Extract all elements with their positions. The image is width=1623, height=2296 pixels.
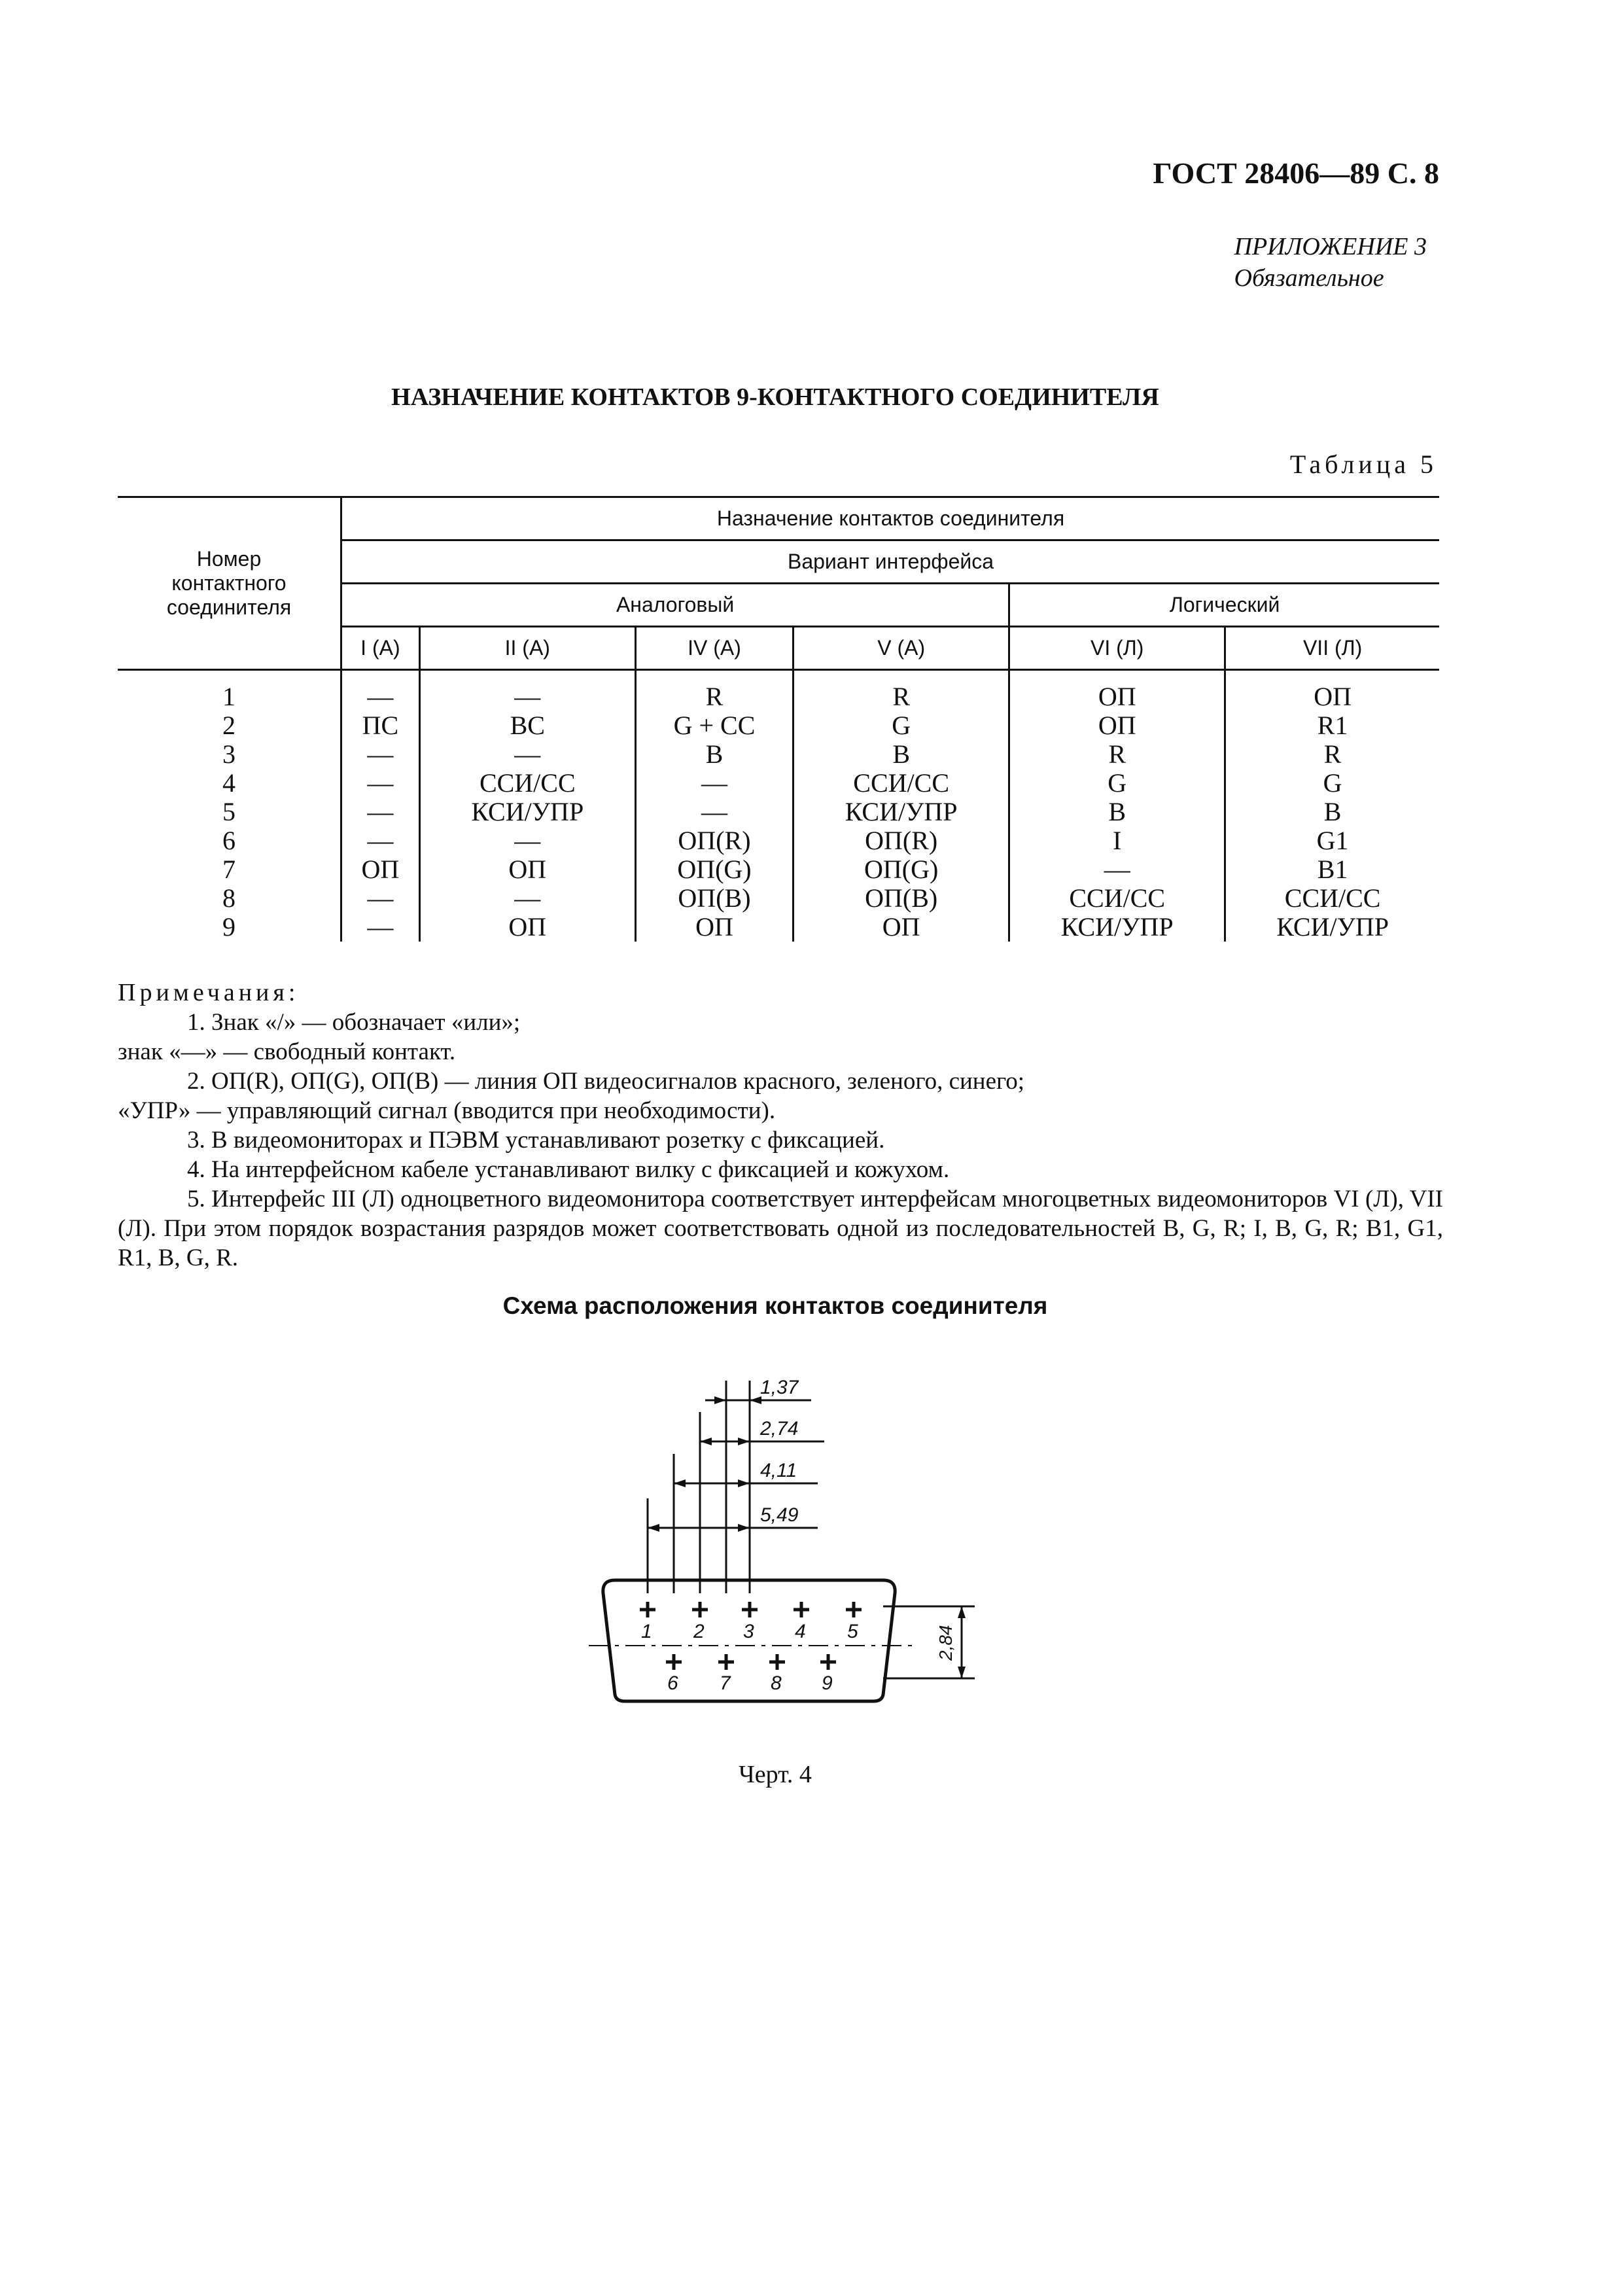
pin-number-cell: 7 — [222, 855, 236, 884]
pin-assignment-cell: G — [1009, 769, 1225, 798]
header-assignment: Назначение контактов соединителя — [341, 497, 1440, 540]
pin-number-cell: 8 — [222, 883, 236, 913]
pin-assignment-table — [118, 496, 1439, 942]
figure-caption: Черт. 4 — [739, 1761, 812, 1788]
table-row — [118, 798, 1439, 826]
col-header: VI (Л) — [1009, 627, 1225, 670]
group-analog: Аналоговый — [341, 584, 1009, 627]
pin-assignment-cell: ССИ/СС — [794, 769, 1009, 798]
pin-assignment-cell: ОП(B) — [635, 884, 793, 913]
dim-label: 5,49 — [760, 1504, 799, 1526]
table-row — [118, 826, 1439, 855]
pin-assignment-cell: — — [341, 769, 420, 798]
pin-number-cell: 4 — [222, 768, 236, 798]
pin-label: 6 — [667, 1672, 678, 1694]
pin-assignment-cell: ВС — [419, 711, 635, 740]
table-row — [118, 884, 1439, 913]
table-row — [118, 769, 1439, 798]
pin-label: 8 — [771, 1672, 782, 1694]
pin-number-cell: 2 — [222, 711, 236, 740]
pin-assignment-cell: — — [635, 769, 793, 798]
pin-assignment-cell: I — [1009, 826, 1225, 855]
notes-lead: Примечания: — [118, 979, 300, 1006]
pin-label: 3 — [743, 1621, 754, 1642]
pin-assignment-cell: — — [341, 670, 420, 712]
pin-assignment-cell: B — [794, 740, 1009, 769]
col-header: VII (Л) — [1225, 627, 1439, 670]
pin-assignment-cell: — — [341, 826, 420, 855]
pin-assignment-cell: ОП — [635, 913, 793, 942]
pin-assignment-cell: G1 — [1225, 826, 1439, 855]
pin-assignment-cell: — — [341, 913, 420, 942]
pin-assignment-cell: — — [419, 884, 635, 913]
dim-label: 2,74 — [760, 1418, 799, 1439]
height-dim-label: 2,84 — [935, 1625, 956, 1661]
schema-title: Схема расположения контактов соединителя — [502, 1292, 1048, 1319]
pin-assignment-cell: — — [419, 826, 635, 855]
pin-assignment-cell: ПС — [341, 711, 420, 740]
pin-assignment-cell: B — [635, 740, 793, 769]
pin-label: 7 — [720, 1672, 731, 1694]
pin-assignment-cell: R — [1225, 740, 1439, 769]
pin-assignment-cell: ОП — [1225, 670, 1439, 712]
document-header: ГОСТ 28406—89 С. 8 — [1153, 156, 1439, 190]
pin-assignment-cell: ОП(R) — [635, 826, 793, 855]
col-header: IV (А) — [635, 627, 793, 670]
pin-assignment-cell: КСИ/УПР — [1009, 913, 1225, 942]
pin-assignment-cell: ОП — [341, 855, 420, 884]
pin-assignment-cell: — — [341, 884, 420, 913]
connector-diagram — [576, 1348, 1047, 1731]
pin-assignment-cell: — — [341, 798, 420, 826]
pin-assignment-cell: ОП — [1009, 711, 1225, 740]
pin-assignment-cell: ССИ/СС — [1009, 884, 1225, 913]
pin-number-cell: 1 — [222, 682, 236, 711]
col-header-number: Номер контактного соединителя — [118, 497, 341, 670]
note-line: знак «—» — свободный контакт. — [118, 1038, 456, 1065]
pin-assignment-cell: ОП — [419, 855, 635, 884]
col-header: V (А) — [794, 627, 1009, 670]
pin-assignment-cell: — — [635, 798, 793, 826]
pin-assignment-cell: G — [1225, 769, 1439, 798]
col-header: I (А) — [341, 627, 420, 670]
pin-assignment-cell: ОП(G) — [635, 855, 793, 884]
table-row — [118, 670, 1439, 712]
pin-assignment-cell: ОП — [794, 913, 1009, 942]
note-line: 2. ОП(R), ОП(G), ОП(B) — линия ОП видеосигналов красного, зеленого, синего; — [187, 1068, 1025, 1095]
pin-assignment-cell: R — [1009, 740, 1225, 769]
pin-assignment-cell: — — [341, 740, 420, 769]
pin-label: 1 — [641, 1621, 652, 1642]
pin-assignment-cell: ОП(B) — [794, 884, 1009, 913]
note-line: 5. Интерфейс III (Л) одноцветного видеомонитора соответствует интерфейсам многоцветных видеомониторов VI (Л), VII (Л). При этом порядок возрастания разрядов может соответствовать одной из последовательностей B, G, R; I, B, G, R; B1, G1, R1, B, G, R. — [118, 1186, 1443, 1271]
pin-label: 4 — [795, 1621, 806, 1642]
table-row — [118, 740, 1439, 769]
appendix-title: ПРИЛОЖЕНИЕ 3 — [1234, 233, 1427, 260]
dim-label: 1,37 — [760, 1377, 799, 1398]
pin-assignment-cell: R — [635, 670, 793, 712]
pin-assignment-cell: B — [1225, 798, 1439, 826]
pin-number-cell: 6 — [222, 826, 236, 855]
pin-assignment-cell: B1 — [1225, 855, 1439, 884]
appendix-block — [1234, 231, 1427, 294]
col-header: II (А) — [419, 627, 635, 670]
note-line: 1. Знак «/» — обозначает «или»; — [187, 1009, 521, 1036]
pin-assignment-cell: R — [794, 670, 1009, 712]
pin-number-cell: 9 — [222, 912, 236, 942]
group-logic: Логический — [1009, 584, 1439, 627]
pin-assignment-cell: ОП — [419, 913, 635, 942]
pin-assignment-cell: G — [794, 711, 1009, 740]
pin-label: 2 — [693, 1621, 705, 1642]
header-variant: Вариант интерфейса — [341, 540, 1440, 584]
pin-assignment-cell: КСИ/УПР — [794, 798, 1009, 826]
pin-assignment-cell: — — [419, 740, 635, 769]
pin-assignment-cell: B — [1009, 798, 1225, 826]
pin-assignment-cell: ССИ/СС — [1225, 884, 1439, 913]
dimension-lines — [648, 1381, 824, 1593]
pin-assignment-cell: ССИ/СС — [419, 769, 635, 798]
pin-assignment-cell: R1 — [1225, 711, 1439, 740]
note-line: 4. На интерфейсном кабеле устанавливают вилку с фиксацией и кожухом. — [187, 1156, 950, 1183]
notes-block — [118, 978, 1443, 1273]
pin-assignment-cell: КСИ/УПР — [419, 798, 635, 826]
appendix-status: Обязательное — [1234, 264, 1384, 292]
table-row — [118, 711, 1439, 740]
pin-assignment-cell: — — [1009, 855, 1225, 884]
table-label: Таблица 5 — [1289, 450, 1437, 479]
pin-label: 5 — [847, 1621, 858, 1642]
note-line: 3. В видеомониторах и ПЭВМ устанавливают розетку с фиксацией. — [187, 1127, 885, 1154]
dim-label: 4,11 — [760, 1460, 797, 1481]
section-title: НАЗНАЧЕНИЕ КОНТАКТОВ 9-КОНТАКТНОГО СОЕДИНИТЕЛЯ — [391, 383, 1159, 411]
pin-assignment-cell: G + СС — [635, 711, 793, 740]
pin-number-cell: 3 — [222, 739, 236, 769]
pin-assignment-cell: ОП(G) — [794, 855, 1009, 884]
pin-number-cell: 5 — [222, 797, 236, 826]
pin-label: 9 — [822, 1672, 833, 1694]
pin-assignment-cell: ОП — [1009, 670, 1225, 712]
pin-assignment-cell: КСИ/УПР — [1225, 913, 1439, 942]
pin-assignment-cell: ОП(R) — [794, 826, 1009, 855]
table-row — [118, 913, 1439, 942]
pin-assignment-cell: — — [419, 670, 635, 712]
note-line: «УПР» — управляющий сигнал (вводится при необходимости). — [118, 1097, 776, 1124]
table-row — [118, 855, 1439, 884]
